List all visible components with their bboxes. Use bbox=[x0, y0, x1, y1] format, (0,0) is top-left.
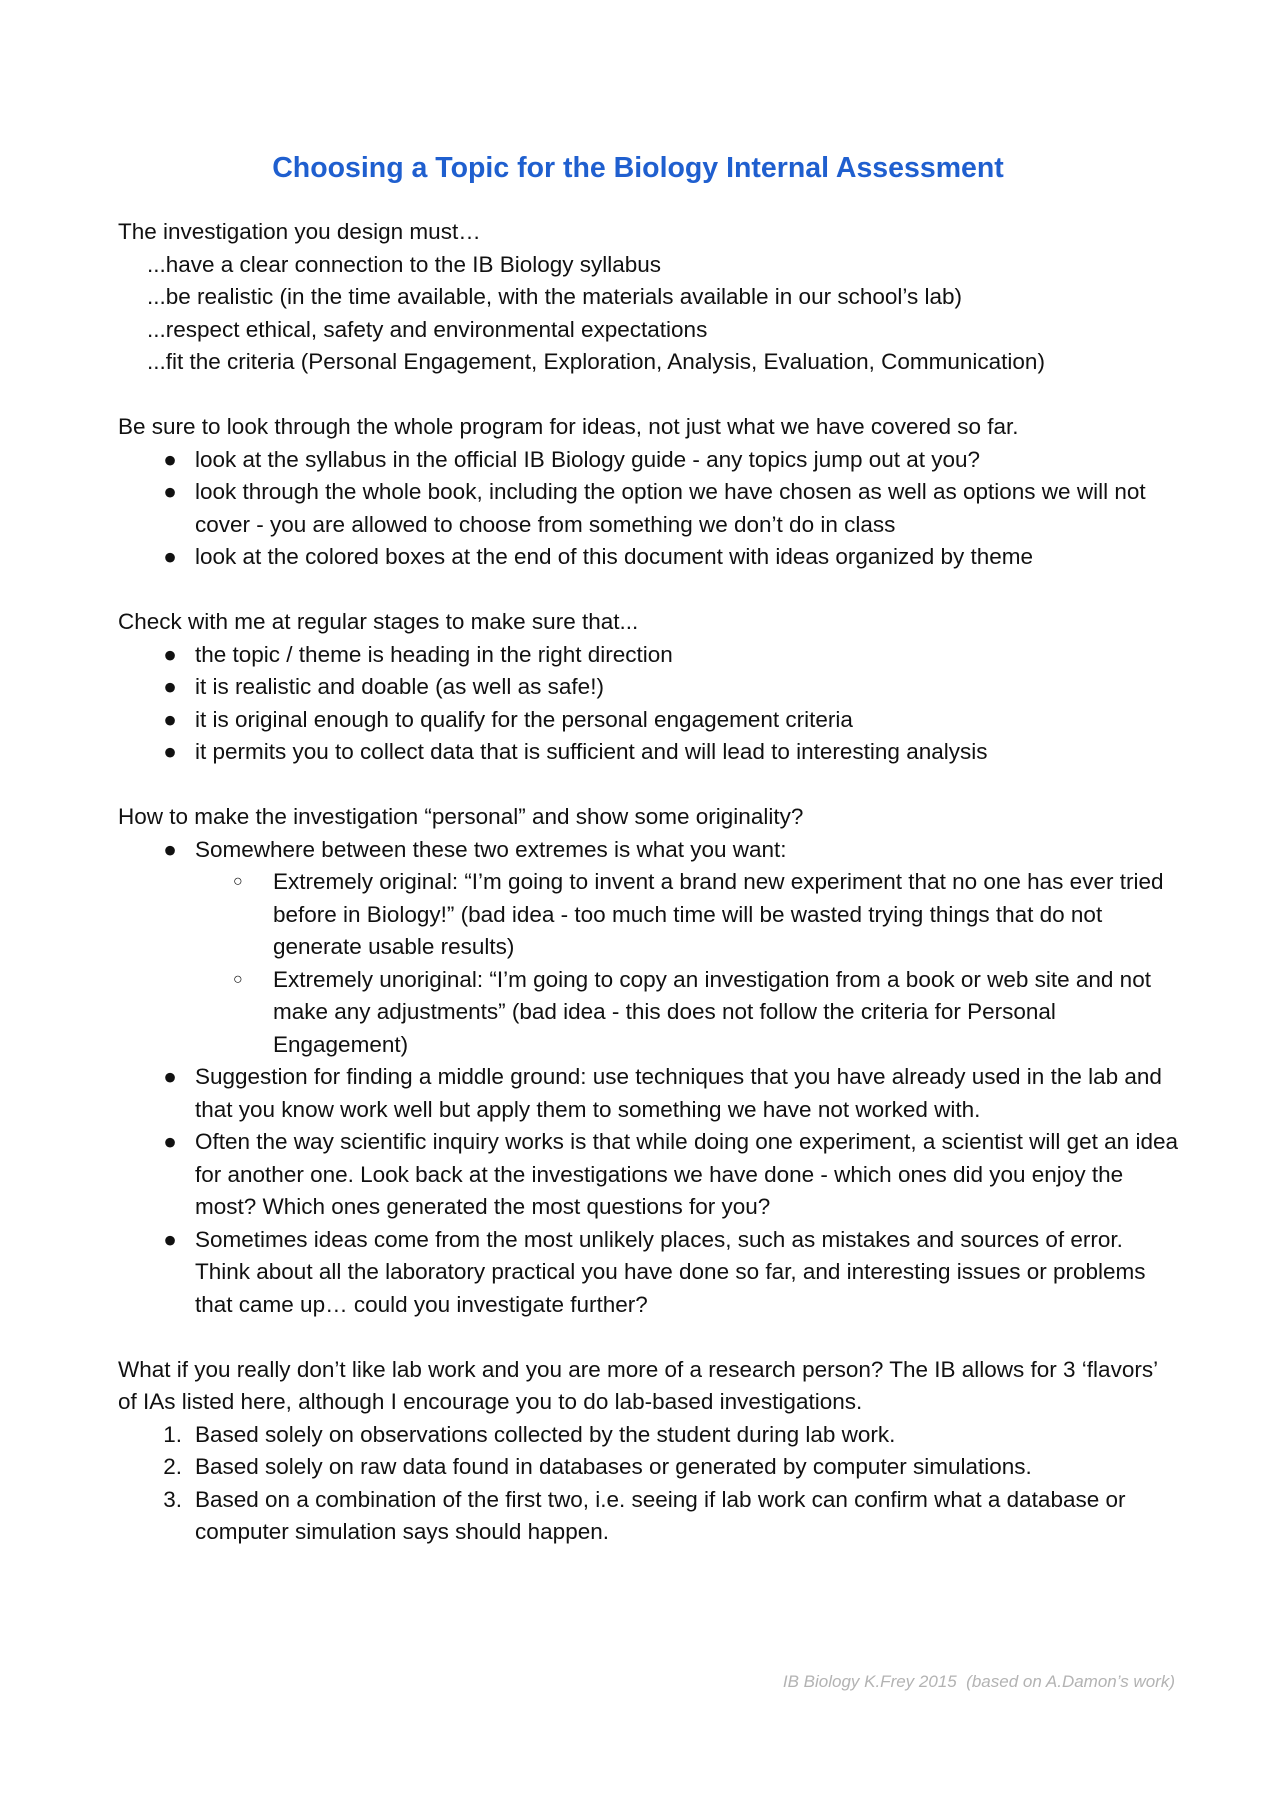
numbered-item bbox=[118, 1484, 1178, 1549]
requirement-item: ...respect ethical, safety and environmental expectations bbox=[147, 316, 708, 342]
list-item-text: it is original enough to qualify for the personal engagement criteria bbox=[195, 706, 853, 732]
list-item bbox=[118, 834, 1178, 1062]
bullet-icon: ● bbox=[163, 544, 177, 569]
sub-list-item-text: Extremely unoriginal: “I’m going to copy an investigation from a book or web site and not make any adjustments” (bad idea - this does not follow the criteria for Personal Engagement) bbox=[273, 966, 1151, 1057]
bullet-icon: ● bbox=[163, 706, 177, 732]
list-item-text: the topic / theme is heading in the right direction bbox=[195, 641, 673, 667]
section2-intro: Be sure to look through the whole program for ideas, not just what we have covered so far. bbox=[118, 414, 1019, 439]
requirement-item: ...have a clear connection to the IB Biology syllabus bbox=[147, 251, 662, 277]
list-item-text: Sometimes ideas come from the most unlikely places, such as mistakes and sources of error. Think about all the laboratory practical you have done so far, and interesting issues or problems that came up… could you investigate further? bbox=[195, 1226, 1146, 1317]
section5-intro: What if you really don’t like lab work and you are more of a research person? The IB allows for 3 ‘flavors’ of IAs listed here, although I encourage you to do lab-based investigations. bbox=[118, 1356, 1158, 1414]
list-item bbox=[118, 671, 1178, 704]
section5-list bbox=[118, 1419, 1178, 1549]
list-item bbox=[118, 1126, 1178, 1224]
paragraph-gap bbox=[118, 574, 1178, 607]
sub-list bbox=[195, 866, 1178, 1061]
section3-list bbox=[118, 639, 1178, 769]
list-item-text: Suggestion for finding a middle ground: use techniques that you have already used in the lab and that you know work well but apply them to something we have not worked with. bbox=[195, 1064, 1162, 1122]
list-item-text: Somewhere between these two extremes is what you want: bbox=[195, 836, 787, 862]
bullet-icon: ● bbox=[163, 1064, 177, 1089]
list-number: 3. bbox=[163, 1486, 182, 1512]
list-item bbox=[118, 1061, 1178, 1126]
page-title: Choosing a Topic for the Biology Internal Assessment bbox=[272, 152, 1004, 184]
bullet-icon: ● bbox=[163, 739, 177, 764]
numbered-item-text: Based solely on raw data found in databases or generated by computer simulations. bbox=[195, 1454, 1032, 1479]
sub-list-item bbox=[195, 964, 1178, 1062]
list-item-text: it is realistic and doable (as well as safe!) bbox=[195, 674, 604, 699]
numbered-item-text: Based on a combination of the first two, i.e. seeing if lab work can confirm what a database or computer simulation says should happen. bbox=[195, 1486, 1126, 1544]
section4-list bbox=[118, 834, 1178, 1322]
list-item bbox=[118, 444, 1178, 477]
list-number: 1. bbox=[163, 1421, 182, 1447]
sub-list-item bbox=[195, 866, 1178, 964]
numbered-item-text: Based solely on observations collected by the student during lab work. bbox=[195, 1421, 896, 1447]
list-item bbox=[118, 476, 1178, 541]
sub-list-item-text: Extremely original: “I’m going to invent a brand new experiment that no one has ever tried before in Biology!” (bad idea - too much time will be wasted trying things that do not generate usable results) bbox=[273, 869, 1164, 959]
page-footer: IB Biology K.Frey 2015 (based on A.Damon’s work) bbox=[782, 1672, 1175, 1691]
list-item-text: look at the colored boxes at the end of this document with ideas organized by theme bbox=[195, 544, 1034, 569]
list-item-text: look at the syllabus in the official IB Biology guide - any topics jump out at you? bbox=[195, 446, 981, 472]
hollow-bullet-icon: ○ bbox=[233, 873, 243, 890]
paragraph-gap bbox=[118, 769, 1178, 802]
list-item bbox=[118, 1224, 1178, 1322]
requirement-item: ...be realistic (in the time available, with the materials available in our school’s lab) bbox=[147, 284, 962, 309]
list-item-text: Often the way scientific inquiry works is that while doing one experiment, a scientist will get an idea for another one. Look back at the investigations we have done - which ones did you enjoy the most? Which ones generated the most questions for you? bbox=[195, 1129, 1178, 1219]
paragraph-gap bbox=[118, 1321, 1178, 1354]
hollow-bullet-icon: ○ bbox=[233, 970, 243, 988]
list-item bbox=[118, 736, 1178, 769]
list-item bbox=[118, 639, 1178, 672]
section4-intro: How to make the investigation “personal” and show some originality? bbox=[118, 804, 804, 829]
document-page bbox=[118, 150, 1178, 1549]
paragraph-gap bbox=[118, 379, 1178, 412]
section1-intro: The investigation you design must… bbox=[118, 219, 481, 244]
numbered-item bbox=[118, 1419, 1178, 1452]
bullet-icon: ● bbox=[163, 836, 177, 862]
bullet-icon: ● bbox=[163, 446, 177, 472]
bullet-icon: ● bbox=[163, 479, 177, 504]
list-item bbox=[118, 704, 1178, 737]
section3-intro: Check with me at regular stages to make sure that... bbox=[118, 609, 639, 634]
section2-list bbox=[118, 444, 1178, 574]
list-item bbox=[118, 541, 1178, 574]
bullet-icon: ● bbox=[163, 641, 177, 667]
list-item-text: it permits you to collect data that is sufficient and will lead to interesting analysis bbox=[195, 739, 988, 764]
bullet-icon: ● bbox=[163, 1129, 177, 1154]
numbered-item bbox=[118, 1451, 1178, 1484]
list-number: 2. bbox=[163, 1454, 182, 1479]
bullet-icon: ● bbox=[163, 674, 177, 699]
bullet-icon: ● bbox=[163, 1226, 177, 1252]
requirement-item: ...fit the criteria (Personal Engagement, Exploration, Analysis, Evaluation, Communication) bbox=[147, 349, 1045, 374]
list-item-text: look through the whole book, including the option we have chosen as well as options we will not cover - you are allowed to choose from something we don’t do in class bbox=[195, 479, 1146, 537]
